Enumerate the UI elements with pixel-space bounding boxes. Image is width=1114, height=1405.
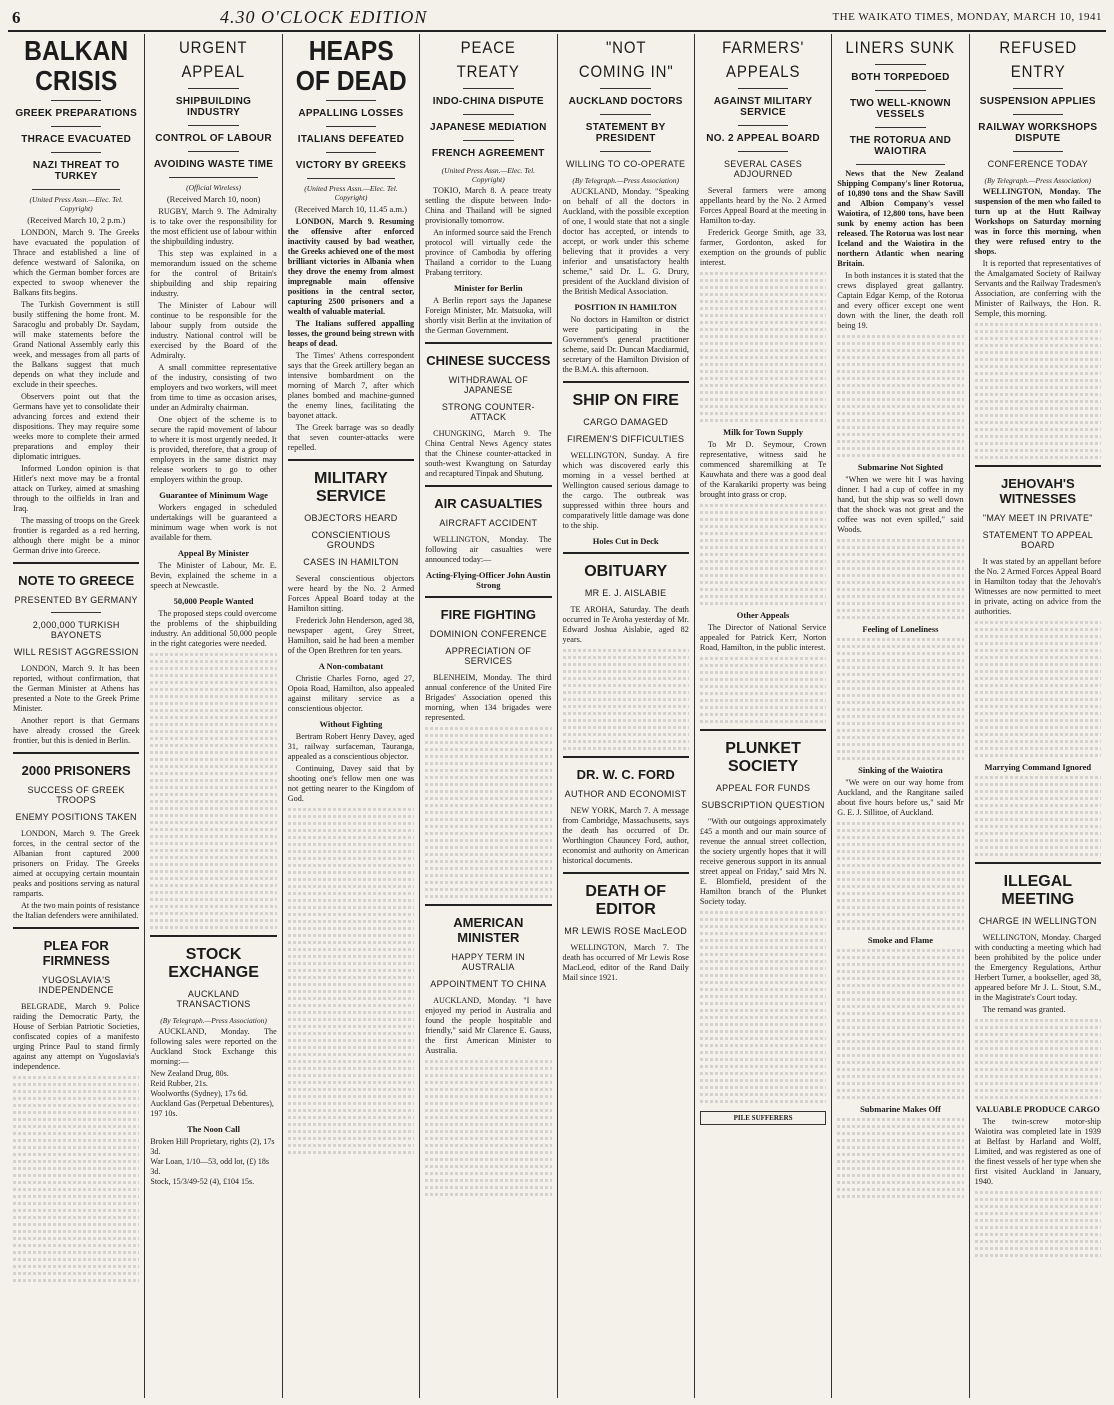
subheading: Other Appeals [736,610,790,620]
subheading: Smoke and Flame [867,935,934,945]
paragraph: The Minister of Labour will continue to be responsible for the labour supply from outside the industry. National control will be exercised by the Board of the Admiralty. [150,301,277,360]
headline-fire-fighting: FIRE FIGHTING [440,607,536,622]
paragraph: BLENHEIM, Monday. The third annual conference of the United Fire Brigades' Association opened this morning, when 134 brigades were represented. [425,673,552,722]
deck: APPOINTMENT TO CHINA [430,979,547,989]
deck: 2,000,000 TURKISH BAYONETS [32,620,120,640]
deck: RAILWAY WORKSHOPS DISPUTE [978,122,1098,144]
headline-heaps-of-dead: HEAPS OF DEAD [295,35,407,96]
deck: AUTHOR AND ECONOMIST [564,789,687,799]
subheading: The Noon Call [187,1124,241,1134]
deck: CASES IN HAMILTON [303,557,399,567]
headline-refused-entry: REFUSED ENTRY [998,38,1077,81]
deck: SEVERAL CASES ADJOURNED [724,159,803,179]
paragraph: At the two main points of resistance the Italian defenders were annihilated. [13,901,140,920]
subheading: Milk for Town Supply [723,427,804,437]
deck: WILL RESIST AGGRESSION [13,647,139,657]
deck: GREEK PREPARATIONS [15,108,138,119]
column-1 [8,34,145,1398]
subheading: Appeal By Minister [177,548,250,558]
paragraph: RUGBY, March 9. The Admiralty is to take over the responsibility for the most efficient use of labour within the shipbuilding industry. [150,207,277,246]
subheading: VALUABLE PRODUCE CARGO [975,1104,1100,1114]
paragraph: Another report is that Germans have already crossed the Greek frontier, but this is denied in Berlin. [13,716,140,745]
deck: SUCCESS OF GREEK TROOPS [27,785,125,805]
paragraph: Several farmers were among appellants heard by the No. 2 Armed Forces Appeal Board at the meeting in Hamilton to-day. [699,186,827,225]
paragraph: LONDON, March 9. It has been reported, without confirmation, that the German Minister at Athens has presented a Note to the Greek Prime Minister. [13,664,140,713]
deck: OBJECTORS HEARD [304,513,398,523]
paragraph: Frederick John Henderson, aged 38, newspaper agent, Grey Street, Hamilton, said he had been a member of the Open Brethren for ten years. [287,616,415,655]
stock-line: Woolworths (Sydney), 17s 6d. [150,1089,248,1098]
subheading: POSITION IN HAMILTON [574,302,677,312]
paragraph: This step was explained in a memorandum issued on the scheme for the control of Britain's shipbuilding and ship repairing industry. [150,249,277,298]
paragraph: The twin-screw motor-ship Waiotira was completed late in 1939 at Belfast by Harland and Wolff, Limited, and was registered as one of the finest vessels of her type when she first visited Auckland in January, 1940. [974,1117,1101,1186]
paragraph: In both instances it is stated that the crews displayed great gallantry. Captain Edgar Kemp, of the Rotorua and every officer except one went down with the liner, the death roll being 19. [837,271,964,330]
deck: CONFERENCE TODAY [987,159,1088,169]
deck: STRONG COUNTER-ATTACK [441,402,535,422]
deck: JAPANESE MEDIATION [429,122,547,133]
subheading: Minister for Berlin [454,283,523,293]
headline-2000-prisoners: 2000 PRISONERS [21,763,131,778]
deck: AIRCRAFT ACCIDENT [439,518,538,528]
deck: CONSCIENTIOUS GROUNDS [311,530,391,550]
paragraph: WELLINGTON, Sunday. A fire which was discovered early this morning in a vessel berthed at Wellington caused serious damage to the cargo. The outbreak was suppressed within three hours and comparatively little damage was done to the ship. [562,451,689,530]
dateline: (Received March 10, 2 p.m.) [27,215,126,225]
column-8 [970,34,1106,1398]
paragraph: LONDON, March 9. The Greek forces, in the central sector of the Albanian front captured 2000 prisoners on Friday. The Greeks aimed at occupying certain mountain peaks and positions serving as natural ramparts. [13,829,140,898]
deck: DOMINION CONFERENCE [429,629,547,639]
deck: BOTH TORPEDOED [851,72,950,83]
headline-plea-for-firmness: PLEA FOR FIRMNESS [42,938,110,968]
deck: CHARGE IN WELLINGTON [978,916,1097,926]
deck: THRACE EVACUATED [21,134,132,145]
paragraph: LONDON, March 9. Resuming the offensive after enforced inactivity caused by bad weather, the Greeks achieved one of the most brilliant victories in Albania when they drove the enemy from almost impregnable main offensive positions in the central sector, capturing 2500 prisoners and a wealth of valuable material. [287,217,415,316]
deck: AUCKLAND DOCTORS [568,96,683,107]
deck: NO. 2 APPEAL BOARD [706,133,820,144]
paragraph: WELLINGTON, Monday. The suspension of the men who failed to turn up at the Hutt Railway Workshops on Saturday morning was in force this morning, when they were refused entry to the shops. [974,187,1101,256]
paragraph: AUCKLAND, Monday. The following sales were reported on the Auckland Stock Exchange this morning:— [150,1027,277,1066]
byline: (United Press Assn.—Elec. Tel. Copyright) [441,166,536,184]
paragraph: The massing of troops on the Greek frontier is regarded as a red herring, although there might be a minor German drive into Greece. [13,516,140,555]
paragraph: Frederick George Smith, age 33, farmer, Gordonton, asked for exemption on the grounds of public interest. [699,228,827,267]
headline-note-to-greece: NOTE TO GREECE [18,573,135,588]
deck: STATEMENT TO APPEAL BOARD [982,530,1094,550]
subheading: Acting-Flying-Officer John Austin Strong [426,570,551,590]
paragraph: WELLINGTON, Monday. Charged with conducting a meeting which had been prohibited by the police under the Emergency Regulations, Arthur Herbert Turner, a bookseller, aged 38, appeared before Mr J. L. Stout, S.M., in the Magistrate's Court today. [974,933,1101,1002]
paragraph: The Times' Athens correspondent says that the Greek artillery began an intensive bombardment on the morning of March 7, after which planes bombed and machine-gunned the enemy lines, facilitating the bayonet attack. [287,351,415,420]
byline: (By Telegraph.—Press Association) [572,176,679,185]
deck: VICTORY BY GREEKS [295,160,407,171]
deck: APPALLING LOSSES [298,108,404,119]
deck: ENEMY POSITIONS TAKEN [15,812,137,822]
headline-air-casualties: AIR CASUALTIES [434,496,543,511]
paragraph: Continuing, Davey said that by shooting one's fellow men one was not getting nearer to the Kingdom of God. [287,764,415,803]
paragraph: "We were on our way home from Auckland, and the Rangitane sailed about five hours before us," said Mr G. E. J. Sillitoe, of Auckland. [837,778,964,817]
stock-line: New Zealand Drug, 80s. [150,1069,229,1078]
paragraph: Bertram Robert Henry Davey, aged 31, railway surfaceman, Tauranga, appealed as a conscientious objector. [287,732,415,761]
deck: SUBSCRIPTION QUESTION [701,800,825,810]
headline-obituary: OBITUARY [584,563,668,580]
subheading: Submarine Not Sighted [857,462,943,472]
stock-line: Broken Hill Proprietary, rights (2), 17s 3d. [150,1137,275,1156]
advertisement [700,1111,826,1125]
subheading: Without Fighting [319,719,383,729]
headline-urgent-appeal: URGENT APPEAL [179,38,248,81]
deck: TWO WELL-KNOWN VESSELS [850,98,951,120]
deck: HAPPY TERM IN AUSTRALIA [451,952,526,972]
paragraph: One object of the scheme is to secure the rapid movement of labour to where it is most urgently needed. It is provided, therefore, that a group of employers in the same district may release workers to go to other employers within the group. [150,415,277,484]
paragraph: "With our outgoings approximately £45 a month and our main source of revenue the annual street collection, the society urgently hopes that it will receive generous support in its annual street appeal on Friday," said Mrs N. E. Blomfield, president of the Hamilton branch of the Plunket Society today. [699,817,827,906]
paragraph: An informed source said the French protocol will virtually cede the province of Cambodia by offering Thailand a corridor to the Luang Prabang territory. [425,228,552,277]
edition-title: 4.30 O'CLOCK EDITION [220,7,428,27]
paragraph: The proposed steps could overcome the problems of the shipbuilding industry. An additional 50,000 people in the right categories were needed. [150,609,277,648]
paragraph: "When we were hit I was having dinner. I had a cup of coffee in my hand, but the ship was so well down that the shock was not great and the coffee was not even spilled," said Woods. [837,475,964,534]
ad-title: PILE SUFFERERS [733,1114,793,1122]
column-7 [832,34,969,1398]
stock-line: War Loan, 1/10—53, odd lot, (£) 18s 3d. [150,1157,270,1176]
headline-illegal-meeting: ILLEGAL MEETING [1001,873,1075,908]
deck: MR E. J. AISLABIE [584,588,667,598]
subheading: Marrying Command Ignored [984,762,1092,772]
page-header [8,4,1106,32]
deck: AGAINST MILITARY SERVICE [713,96,813,118]
columns [8,34,1106,1398]
paragraph: Informed London opinion is that Hitler's next move may be a frontal attack on Turkey, aimed at smashing through to the oilfields in Iran and Iraq. [13,464,140,513]
deck: "MAY MEET IN PRIVATE" [982,513,1093,523]
headline-stock-exchange: STOCK EXCHANGE [168,946,259,981]
headline-american-minister: AMERICAN MINISTER [453,915,524,945]
paragraph: AUCKLAND, Monday. "I have enjoyed my period in Australia and found the people hospitable and friendly," said Mr Clarence E. Gauss, the first American Minister to Australia. [425,996,552,1055]
deck: NAZI THREAT TO TURKEY [32,160,120,182]
paragraph: WELLINGTON, March 7. The death has occurred of Mr Lewis Rose MacLeod, editor of the Rand Daily Mail since 1921. [562,943,689,982]
paragraph: It is reported that representatives of the Amalgamated Society of Railway Servants and the Railway Tradesmen's Association, are conferring with the Minister of Railways, the Hon. R. Semple, this morning. [974,259,1101,318]
deck: SUSPENSION APPLIES [979,96,1096,107]
headline-dr-w-c-ford: DR. W. C. FORD [576,767,675,782]
deck: APPEAL FOR FUNDS [715,783,811,793]
deck: STATEMENT BY PRESIDENT [585,122,666,144]
paragraph: It was stated by an appellant before the No. 2 Armed Forces Appeal Board in Hamilton today that the Jehovah's Witnesses are now permitted to meet in private, acting on advice from the authorities. [974,557,1101,616]
headline-balkan-crisis: BALKAN CRISIS [24,35,129,96]
deck: WILLING TO CO-OPERATE [566,159,686,169]
column-6 [695,34,832,1398]
subheading: A Non-combatant [318,661,384,671]
paragraph: News that the New Zealand Shipping Company's liner Rotorua, of 10,890 tons and the Shaw Savill and Albion Company's vessel Waiotira, of 12,800 tons, have been sunk by enemy action has been released. The Rotorua was lost near Iceland and the Waiotira in the northern Atlantic when nearing Britain. [837,169,964,268]
deck: FRENCH AGREEMENT [431,148,545,159]
deck: AVOIDING WASTE TIME [153,159,274,170]
paragraph: WELLINGTON, Monday. The following air casualties were announced today:— [425,535,552,564]
byline: (United Press Assn.—Elec. Tel. Copyright) [304,184,398,202]
paragraph: The remand was granted. [982,1005,1066,1014]
headline-farmers-appeals: FARMERS' APPEALS [721,38,805,81]
headline-military-service: MILITARY SERVICE [314,470,388,505]
paragraph: TOKIO, March 8. A peace treaty settling the dispute between Indo-China and Thailand will be signed provisionally tomorrow. [425,186,552,225]
subheading: Guarantee of Minimum Wage [159,490,268,500]
paragraph: CHUNGKING, March 9. The China Central News Agency states that the Chinese counter-attacked in south-west Kwangtung on Saturday and recaptured Tinpak and Shutung. [425,429,552,478]
deck: CARGO DAMAGED [583,417,669,427]
dateline: (Received March 10, noon) [166,194,261,204]
deck: INDO-CHINA DISPUTE [432,96,544,107]
dateline: (Received March 10, 11.45 a.m.) [294,204,407,214]
stock-line: Reid Rubber, 21s. [150,1079,208,1088]
paragraph: No doctors in Hamilton or district were participating in the Government's general practitioner scheme, said Dr. Duncan Macdiarmid, secretary of the Hamilton Division of the B.M.A. this afternoon. [562,315,689,374]
byline: (By Telegraph.—Press Association) [984,176,1092,185]
headline-jehovahs-witnesses: JEHOVAH'S WITNESSES [999,476,1077,506]
headline-not-coming-in: "NOT COMING IN" [578,38,674,81]
headline-peace-treaty: PEACE TREATY [456,38,520,81]
paragraph: Christie Charles Forno, aged 27, Opoia Road, Hamilton, also appealed against military service as a conscientious objector. [287,674,415,713]
column-3 [283,34,420,1398]
byline: (United Press Assn.—Elec. Tel. Copyright) [29,195,123,213]
paragraph: TE AROHA, Saturday. The death occurred in Te Aroha yesterday of Mr. Edward Joshua Aislabie, aged 82 years. [562,605,689,644]
byline: (By Telegraph.—Press Association) [160,1016,267,1025]
subheading: Submarine Makes Off [860,1104,941,1114]
deck: PRESENTED BY GERMANY [14,595,138,605]
byline: (Official Wireless) [186,183,242,192]
paragraph: Workers engaged in scheduled undertakings will be guaranteed a minimum wage when work is not available for them. [150,503,277,542]
paragraph: The Italians suffered appalling losses, the ground being strewn with heaps of dead. [287,319,415,348]
deck: ITALIANS DEFEATED [297,134,405,145]
subheading: Holes Cut in Deck [592,536,659,546]
deck: WITHDRAWAL OF JAPANESE [448,375,529,395]
paragraph: The Director of National Service appealed for Patrick Kerr, Norton Road, Hamilton, in the public interest. [699,623,827,652]
deck: APPRECIATION OF SERVICES [445,646,532,666]
paragraph: Several conscientious objectors were heard by the No. 2 Armed Forces Appeal Board today at the Hamilton sitting. [287,574,415,613]
headline-chinese-success: CHINESE SUCCESS [426,353,551,368]
paragraph: Observers point out that the Germans have yet to consolidate their advancing forces and extend their dispositions. They may require some weeks more to complete their armed preparations and employ their diplomatic intrigues. [13,392,140,461]
stock-line: Stock, 15/3/49-52 (4), £104 15s. [150,1177,255,1186]
deck: FIREMEN'S DIFFICULTIES [567,434,685,444]
paragraph: A Berlin report says the Japanese Foreign Minister, Mr. Matsuoka, will shortly visit Berlin at the invitation of the German Government. [425,296,552,335]
paragraph: The Turkish Government is still busily stiffening the home front. M. Saracoglu and probably Dr. Saydam, will make statements before the Grand National Assembly early this week, and messages from all parts of the Balkans suggest that much depends on what they include and exclude in their speeches. [13,300,140,389]
deck: AUCKLAND TRANSACTIONS [176,989,251,1009]
paragraph: A small committee representative of the industry, consisting of two employers and two workers, will meet from time to time as occasion arises, under an Admiralty chairman. [150,363,277,412]
deck: CONTROL OF LABOUR [155,133,272,144]
paragraph: To Mr D. Seymour, Crown representative, witness said he commenced sharemilking at Te Kauwhata and there was a good deal of the Karakariki property was being brought into grass or crop. [699,440,827,499]
headline-ship-on-fire: SHIP ON FIRE [572,392,679,409]
paragraph: AUCKLAND, Monday. "Speaking on behalf of all the doctors in Auckland, with the possible exception of one, I would state that not a single doctor has accepted, or intends to accept, or work under this scheme believing that it provides a very inferior and unsatisfactory health scheme," said Dr. L. G. Drury, president of the Auckland division of the British Medical Association. [562,187,689,296]
paragraph: LONDON, March 9. The Greeks have evacuated the population of Thrace and established a line of defence westward of Salonika, on which the German bomber forces are expected to swoop whenever the Balkans fits begins. [13,228,140,297]
paragraph: BELGRADE, March 9. Police raiding the Democratic Party, the House of Serbian Patriotic Societies, confiscated copies of a manifesto urging Prince Paul to stand firmly against any attempt on Yugoslavia's independence. [13,1002,140,1071]
column-5 [558,34,695,1398]
deck: SHIPBUILDING INDUSTRY [175,96,252,118]
column-4 [420,34,557,1398]
masthead: THE WAIKATO TIMES, MONDAY, MARCH 10, 1941 [832,11,1102,23]
stock-line: Auckland Gas (Perpetual Debentures), 197 10s. [150,1099,274,1118]
headline-liners-sunk: LINERS SUNK [845,38,956,57]
deck: YUGOSLAVIA'S INDEPENDENCE [38,975,114,995]
paragraph: NEW YORK, March 7. A message from Cambridge, Massachusetts, says the death has occurred of Dr. Worthington Chauncey Ford, author, economist and authority on American historical documents. [562,806,689,865]
page-number: 6 [12,8,21,27]
column-2 [145,34,282,1398]
paragraph: The Minister of Labour, Mr. E. Bevin, explained the scheme in a speech at Newcastle. [150,561,277,590]
headline-plunket-society: PLUNKET SOCIETY [725,740,801,775]
deck: THE ROTORUA AND WAIOTIRA [849,135,952,157]
deck: MR LEWIS ROSE MacLEOD [564,926,688,936]
subheading: 50,000 People Wanted [173,596,254,606]
paragraph: The Greek barrage was so deadly that seven counter-attacks were repelled. [287,423,415,452]
subheading: Sinking of the Waiotira [858,765,943,775]
subheading: Feeling of Loneliness [862,624,939,634]
headline-death-of-editor: DEATH OF EDITOR [585,883,666,918]
